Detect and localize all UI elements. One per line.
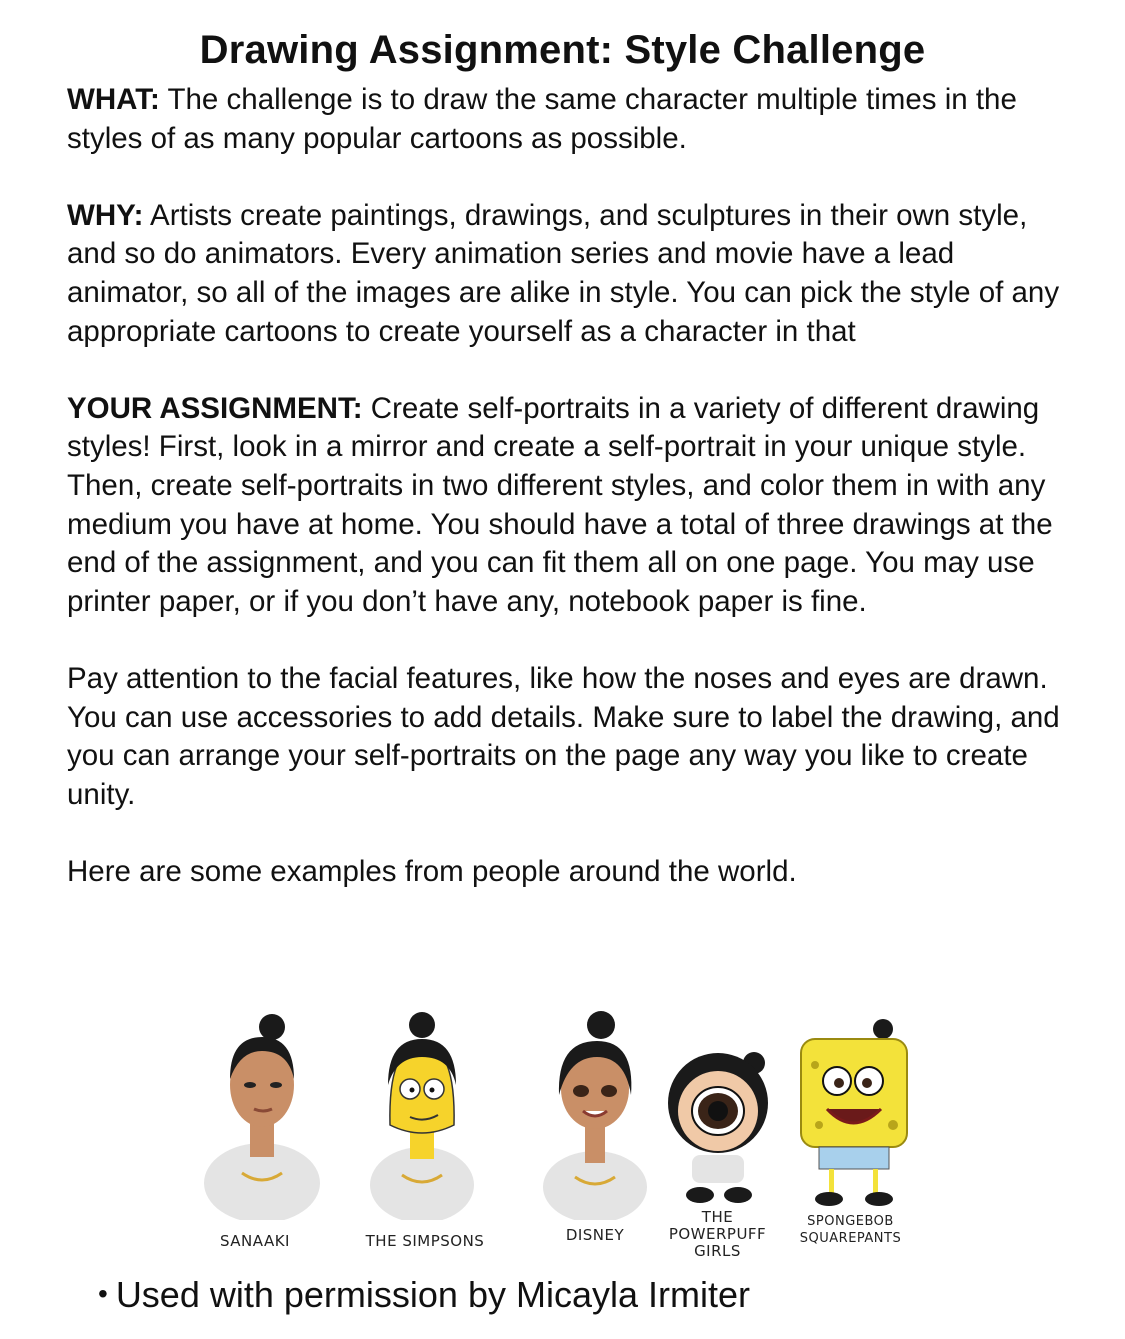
assignment-text: Create self-portraits in a variety of different drawing styles! First, look in a mirror and create a self-portrait in your unique style. Then, create self-portraits in two different styles, and color them in with any medium you have at home. You should have a total of three drawings at the end of the assignment, and you can fit them all on one page. You may use printer paper, or if you don’t have any, notebook paper is fine. <box>67 391 1053 618</box>
example-label: SPONGEBOB SQUAREPANTS <box>799 1214 902 1246</box>
example-powerpuff <box>660 1005 780 1260</box>
what-paragraph <box>67 81 1077 158</box>
example-sanaaki <box>200 1005 330 1260</box>
what-label: WHAT: <box>67 83 160 116</box>
assignment-label: YOUR ASSIGNMENT: <box>67 391 363 425</box>
disney-portrait <box>535 1005 665 1220</box>
attribution-text: Used with permission by Micayla Irmiter <box>115 1274 750 1315</box>
spongebob-portrait <box>793 1005 923 1210</box>
page-title: Drawing Assignment: Style Challenge <box>199 28 926 72</box>
powerpuff-portrait <box>660 1005 780 1210</box>
what-text: The challenge is to draw the same character multiple times in the styles of as many popular cartoons as possible. <box>67 83 1017 155</box>
example-spongebob <box>793 1005 923 1260</box>
why-label: WHY: <box>67 198 144 232</box>
why-text: Artists create paintings, drawings, and sculptures in their own style, and so do animators. Every animation series and movie have a lead animator, so all of the images are alike in style. You can pick the style of any appropriate cartoons to create yourself as a character in that <box>67 198 1060 348</box>
simpsons-portrait <box>360 1005 490 1220</box>
why-paragraph <box>67 197 1077 351</box>
example-simpsons <box>360 1005 490 1260</box>
examples-intro: Here are some examples from people around the world. <box>67 854 797 888</box>
style-examples-illustration <box>190 1005 930 1260</box>
assignment-body <box>67 81 1077 930</box>
example-label: THE SIMPSONS <box>365 1232 485 1250</box>
sanaaki-portrait <box>200 1005 330 1220</box>
example-disney <box>535 1005 665 1260</box>
attribution-bullet <box>98 1274 750 1316</box>
assignment-paragraph <box>67 390 1077 622</box>
attention-paragraph: Pay attention to the facial features, like how the noses and eyes are drawn. You can use accessories to add details. Make sure to label the drawing, and you can arrange your self-portraits on the page any way you like to create unity. <box>67 661 1060 811</box>
example-label: SANAAKI <box>220 1232 290 1250</box>
bullet-icon: • <box>98 1278 108 1309</box>
example-label: THE POWERPUFF GIRLS <box>668 1208 767 1260</box>
example-label: DISNEY <box>565 1226 625 1244</box>
